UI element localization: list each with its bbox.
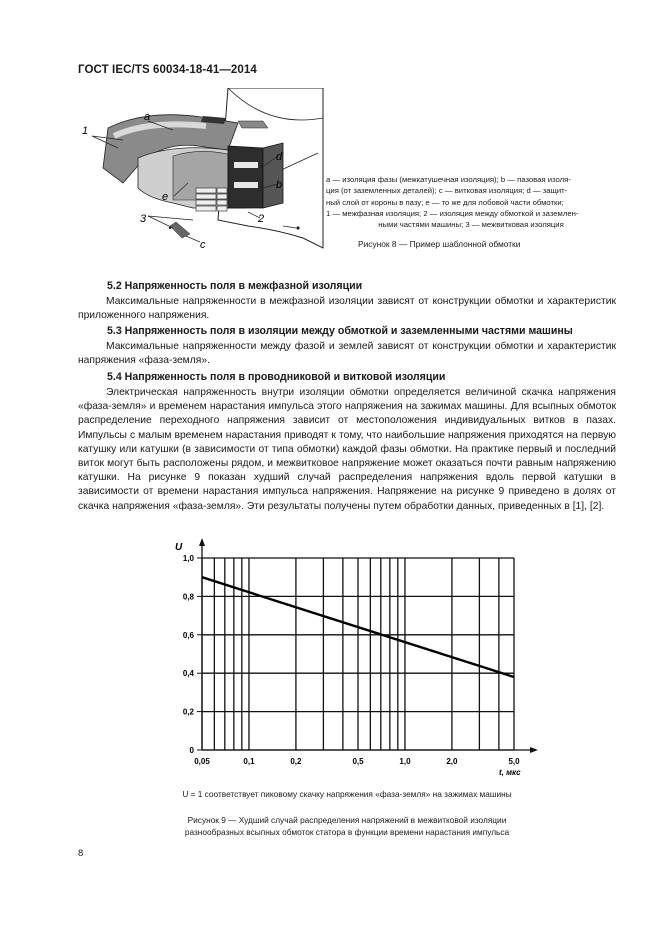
chart-y-tick-label: 0 [189, 746, 194, 755]
chart-x-axis-label: t, мкс [499, 768, 521, 777]
figure8-caption: Рисунок 8 — Пример шаблонной обмотки [358, 239, 521, 249]
chart-x-tick-label: 1,0 [399, 757, 411, 766]
figure9-note: U = 1 соответствует пиковому скачку напряжения «фаза-земля» на зажимах машины [182, 789, 512, 799]
section-5-2-text: Максимальные напряженности в межфазной изоляции зависят от конструкции обмотки и характеристик приложенного напряжения. [78, 296, 616, 322]
figure8-legend-line: ция (от заземленных деталей); c — витковая изоляция; d — защит- [326, 186, 568, 196]
fig8-label-2: 2 [258, 213, 265, 225]
chart-y-axis-arrow [199, 538, 205, 546]
figure8-winding-illustration [78, 88, 328, 256]
chart-x-axis-arrow [530, 747, 538, 753]
figure8-legend-line: ный слой от короны в пазу; e — то же для лобовой части обмотки; [326, 197, 564, 207]
chart-y-tick-label: 0,6 [182, 630, 194, 640]
chart-x-tick-label: 0,2 [290, 757, 302, 766]
chart-x-tick-label: 5,0 [508, 757, 520, 766]
fig8-label-c: c [200, 239, 206, 251]
chart-y-axis-label: U [175, 542, 183, 553]
chart-y-tick-label: 0,2 [182, 707, 194, 717]
chart-x-tick-label: 0,5 [352, 757, 364, 766]
section-5-3-text: Максимальные напряженности между фазой и землей зависят от конструкции обмотки и характеристик напряжения «фаза-земля». [78, 341, 616, 367]
fig8-label-d: d [276, 151, 283, 163]
section-5-3-heading: 5.3 Напряженность поля в изоляции между обмоткой и заземленными частями машины [107, 325, 573, 337]
fig8-label-3: 3 [140, 213, 147, 225]
figure8-legend [326, 174, 616, 230]
section-5-4-text: Электрическая напряженность внутри изоляции обмотки определяется величиной скачка напряжения «фаза-земля» и временем нарастания импульса этого напряжения на зажимах машины. Для всыпных обмоток распределение переходного напряжения зависит от местоположения индивидуальных витков в пазах. Импульсы с малым временем нарастания приводят к тому, что наибольшие напряжения приходятся на первую катушку или катушки (в зависимости от типа обмотки) каждой фазы обмотки. На практике первый и последний виток могут быть расположены рядом, и межвитковое напряжение может оказаться почти равным напряжению катушки. На рисунке 9 показан худший случай распределения напряжения вдоль первой катушки в зависимости от времени нарастания импульса напряжения. Напряжение на рисунке 9 приведено в долях от скачка напряжения «фаза-земля». Эти результаты получены путем обработки данных, приведенных в [1], [2]. [78, 387, 616, 512]
fig8-label-e: e [162, 191, 169, 203]
section-5-4-heading: 5.4 Напряженность поля в проводниковой и витковой изоляции [107, 371, 446, 383]
chart-y-tick-label: 1,0 [182, 554, 194, 563]
figure8-legend-line: ными частями машины; 3 — межвитковая изоляция [378, 220, 564, 230]
chart-x-tick-label: 0,05 [194, 757, 210, 766]
section-5-2-heading: 5.2 Напряженность поля в межфазной изоляции [107, 280, 363, 292]
figure8-legend-line: 1 — межфазная изоляция; 2 — изоляция между обмоткой и заземлен- [326, 208, 579, 218]
document-header: ГОСТ IEC/TS 60034-18-41—2014 [78, 64, 257, 76]
figure8-legend-line: a — изоляция фазы (межкатушечная изоляция); b — пазовая изоля- [326, 175, 571, 184]
chart-x-tick-label: 2,0 [446, 757, 458, 766]
fig8-label-a: a [144, 111, 151, 123]
fig8-label-b: b [276, 179, 283, 191]
figure9-chart [150, 532, 550, 782]
figure9-caption-line: разнообразных всыпных обмоток статора в функции времени нарастания импульса [184, 827, 510, 837]
chart-y-tick-label: 0,4 [182, 669, 194, 679]
figure9-caption [78, 814, 616, 838]
chart-y-tick-label: 0,8 [182, 592, 194, 602]
chart-x-tick-label: 0,1 [243, 757, 255, 766]
fig8-label-1: 1 [82, 125, 89, 137]
page-number: 8 [78, 848, 84, 859]
figure9-caption-line: Рисунок 9 — Худший случай распределения напряжений в межвитковой изоляции [187, 815, 507, 825]
